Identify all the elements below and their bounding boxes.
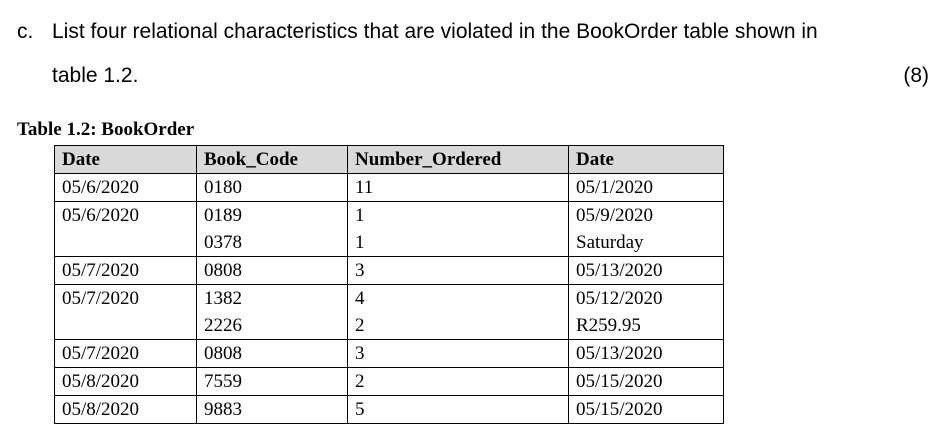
table-cell: 9883 [197,396,348,424]
table-cell: 0808 [197,340,348,368]
table-cell: 2226 [197,312,348,340]
table-row [55,368,724,396]
table-cell: 0180 [197,174,348,202]
table-cell: 3 [348,257,569,285]
table-cell [55,229,197,257]
header-number-ordered: Number_Ordered [348,146,569,174]
header-date: Date [55,146,197,174]
table-cell: 05/1/2020 [569,174,724,202]
question-text-line-1: List four relational characteristics that are violated in the BookOrder table shown in [52,20,818,43]
table-cell: 3 [348,340,569,368]
table-cell: 05/13/2020 [569,340,724,368]
table-cell: Saturday [569,229,724,257]
table-cell: 5 [348,396,569,424]
table-cell: 7559 [197,368,348,396]
table-cell: 05/15/2020 [569,368,724,396]
table-cell [55,312,197,340]
question-text-line-2: table 1.2. [52,64,139,87]
book-order-table [54,145,724,424]
table-row [55,312,724,340]
table-cell: 05/6/2020 [55,174,197,202]
table-cell: 05/15/2020 [569,396,724,424]
table-cell: 05/6/2020 [55,202,197,230]
question-label: c. [17,20,34,43]
table-cell: 05/12/2020 [569,285,724,313]
table-row [55,396,724,424]
header-date-2: Date [569,146,724,174]
table-row [55,285,724,313]
table-cell: R259.95 [569,312,724,340]
question-marks: (8) [903,64,929,87]
table-cell: 4 [348,285,569,313]
table-cell: 1382 [197,285,348,313]
table-cell: 0189 [197,202,348,230]
table-header-row [55,146,724,174]
header-book-code: Book_Code [197,146,348,174]
table-cell: 05/13/2020 [569,257,724,285]
question-line-1 [17,10,929,54]
table-row [55,202,724,230]
table-cell: 05/7/2020 [55,285,197,313]
table-cell: 11 [348,174,569,202]
table-cell: 05/8/2020 [55,368,197,396]
table-cell: 2 [348,368,569,396]
table-cell: 0378 [197,229,348,257]
table-cell: 05/7/2020 [55,340,197,368]
table-cell: 05/7/2020 [55,257,197,285]
table-cell: 05/8/2020 [55,396,197,424]
table-row [55,257,724,285]
table-row [55,229,724,257]
table-row [55,174,724,202]
table-row [55,340,724,368]
table-title: Table 1.2: BookOrder [17,119,195,140]
question-line-2 [17,54,929,98]
table-cell: 1 [348,202,569,230]
table-cell: 2 [348,312,569,340]
table-cell: 05/9/2020 [569,202,724,230]
table-cell: 0808 [197,257,348,285]
question-block [17,10,929,98]
table-cell: 1 [348,229,569,257]
